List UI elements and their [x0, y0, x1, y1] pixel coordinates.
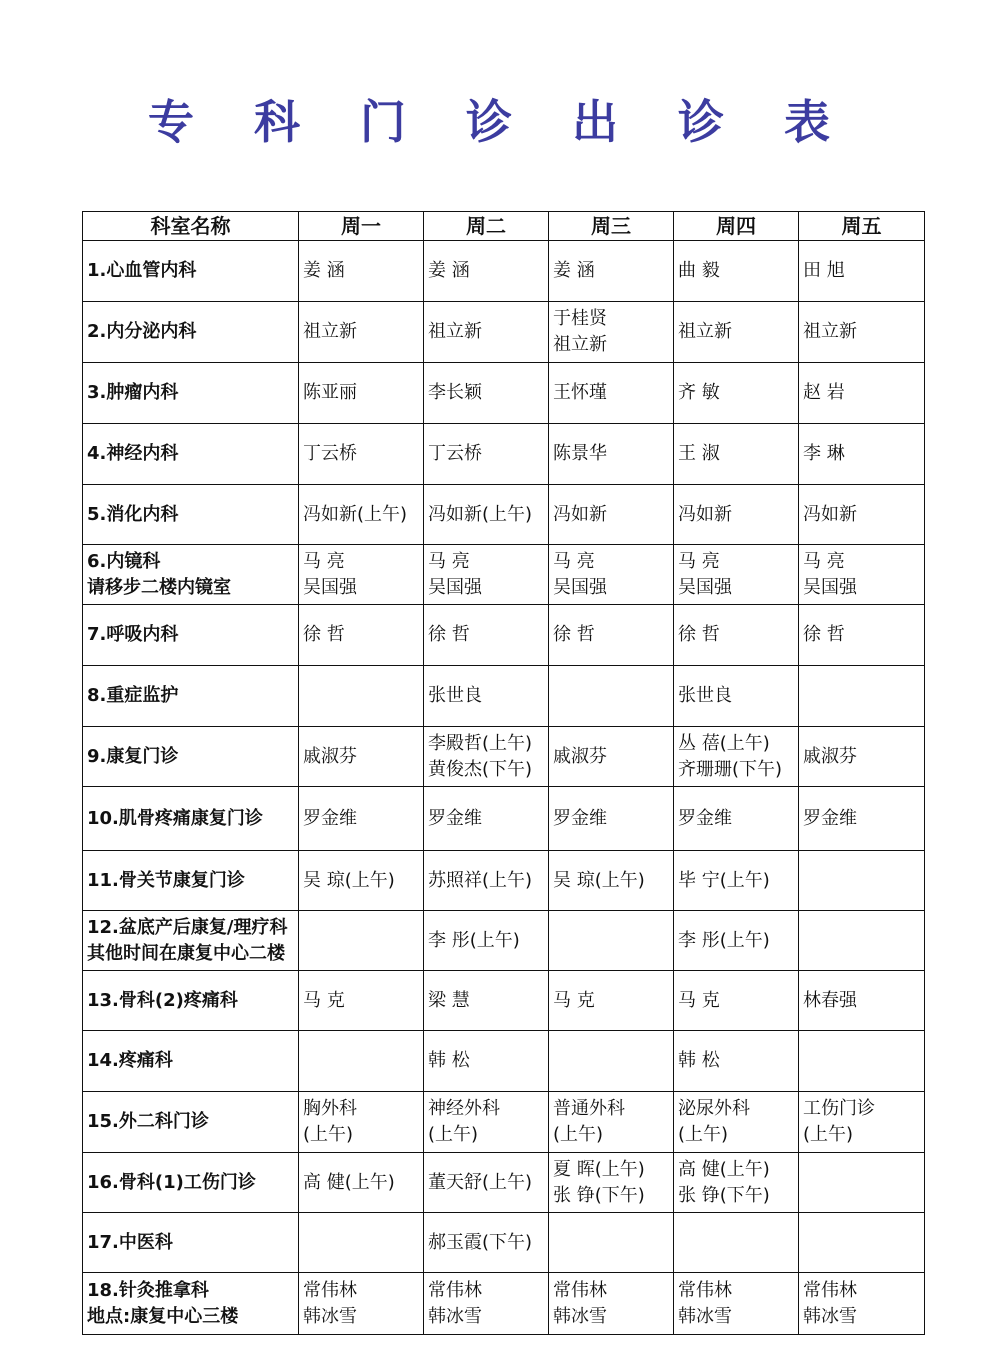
doctor-name: 于桂贤	[553, 308, 607, 329]
doctor-name: 苏照祥(上午)	[428, 869, 533, 891]
dept-cell	[83, 971, 299, 1031]
doctor-cell	[799, 302, 925, 363]
doctor-name: 毕 宁(上午)	[678, 869, 770, 891]
dept-name: 8.重症监护	[87, 685, 179, 706]
doctor-cell	[299, 971, 424, 1031]
doctor-cell	[299, 666, 424, 727]
doctor-name: 韩冰雪	[553, 1305, 607, 1327]
doctor-name: 张 铮(下午)	[678, 1184, 770, 1206]
dept-name: 10.肌骨疼痛康复门诊	[87, 807, 263, 829]
dept-name: 5.消化内科	[87, 503, 179, 525]
doctor-cell	[424, 302, 549, 363]
doctor-name: 韩 松	[428, 1050, 470, 1071]
doctor-name: 高 健(上午)	[303, 1171, 395, 1193]
doctor-name: 丁云桥	[428, 443, 482, 464]
doctor-cell	[799, 545, 925, 605]
doctor-name: 罗金维	[803, 807, 857, 829]
doctor-name: 神经外科	[428, 1098, 500, 1119]
doctor-name: (上午)	[303, 1124, 354, 1145]
dept-name: 17.中医科	[87, 1231, 173, 1253]
dept-name: 15.外二科门诊	[87, 1111, 209, 1132]
doctor-cell	[549, 1031, 674, 1092]
page-title: 专 科 门 诊 出 诊 表	[147, 95, 853, 149]
dept-cell	[83, 302, 299, 363]
doctor-cell	[549, 1153, 674, 1213]
doctor-name: 夏 晖(上午)	[553, 1158, 645, 1180]
doctor-cell	[799, 1153, 925, 1213]
dept-cell	[83, 545, 299, 605]
doctor-cell	[674, 1273, 799, 1335]
doctor-cell	[299, 911, 424, 971]
doctor-cell	[799, 241, 925, 302]
doctor-cell	[549, 485, 674, 545]
doctor-cell	[299, 851, 424, 911]
doctor-cell	[424, 666, 549, 727]
table-row	[83, 302, 925, 363]
header-friday: 周五	[799, 212, 925, 241]
doctor-name: 韩冰雪	[303, 1305, 357, 1327]
doctor-name: 马 克	[303, 989, 345, 1011]
doctor-cell	[299, 1153, 424, 1213]
doctor-name: 普通外科	[553, 1098, 625, 1119]
doctor-cell	[424, 851, 549, 911]
doctor-cell	[674, 1031, 799, 1092]
doctor-name: 祖立新	[303, 321, 357, 342]
doctor-name: 徐 哲	[303, 624, 345, 645]
doctor-cell	[799, 1092, 925, 1153]
doctor-name: 姜 涵	[303, 260, 345, 281]
doctor-cell	[549, 727, 674, 787]
doctor-name: 戚淑芬	[303, 745, 357, 767]
doctor-name: 田 旭	[803, 260, 845, 281]
doctor-cell	[299, 363, 424, 424]
doctor-name: 泌尿外科	[678, 1098, 750, 1119]
doctor-name: 陈亚丽	[303, 382, 357, 403]
doctor-name: 罗金维	[303, 807, 357, 829]
dept-name: 13.骨科(2)疼痛科	[87, 989, 238, 1011]
doctor-cell	[299, 605, 424, 666]
schedule-body	[83, 241, 925, 1335]
table-row	[83, 851, 925, 911]
doctor-name: 胸外科	[303, 1098, 357, 1119]
doctor-name: 吴 琼(上午)	[553, 869, 645, 891]
doctor-name: 吴国强	[303, 576, 357, 598]
header-wednesday: 周三	[549, 212, 674, 241]
doctor-name: 韩 松	[678, 1050, 720, 1071]
doctor-name: 王怀瑾	[553, 382, 607, 403]
doctor-name: 郝玉霞(下午)	[428, 1231, 533, 1253]
header-dept: 科室名称	[83, 212, 299, 241]
doctor-cell	[799, 363, 925, 424]
doctor-cell	[424, 1273, 549, 1335]
doctor-cell	[549, 851, 674, 911]
doctor-name: 马 克	[678, 989, 720, 1011]
dept-name: 3.肿瘤内科	[87, 382, 179, 403]
doctor-name: 罗金维	[553, 807, 607, 829]
dept-name: 16.骨科(1)工伤门诊	[87, 1171, 256, 1193]
doctor-name: 罗金维	[678, 807, 732, 829]
doctor-name: 徐 哲	[678, 624, 720, 645]
doctor-name: 冯如新(上午)	[303, 503, 408, 525]
doctor-name: 张 铮(下午)	[553, 1184, 645, 1206]
doctor-name: 常伟林	[803, 1279, 857, 1301]
dept-cell	[83, 241, 299, 302]
dept-cell	[83, 1273, 299, 1335]
doctor-name: 李 彤(上午)	[428, 929, 520, 951]
dept-name: 18.针灸推拿科	[87, 1279, 209, 1301]
doctor-name: 梁 慧	[428, 989, 470, 1011]
dept-cell	[83, 1153, 299, 1213]
doctor-cell	[674, 1153, 799, 1213]
doctor-cell	[674, 545, 799, 605]
doctor-name: 冯如新	[803, 503, 857, 525]
dept-cell	[83, 727, 299, 787]
table-row	[83, 727, 925, 787]
doctor-name: 徐 哲	[553, 624, 595, 645]
dept-name: 地点:康复中心三楼	[87, 1305, 239, 1327]
doctor-cell	[674, 851, 799, 911]
doctor-cell	[299, 241, 424, 302]
doctor-cell	[424, 1031, 549, 1092]
dept-cell	[83, 851, 299, 911]
table-row	[83, 1092, 925, 1153]
dept-name: 1.心血管内科	[87, 260, 197, 281]
doctor-name: 张世良	[678, 685, 732, 706]
doctor-cell	[299, 302, 424, 363]
doctor-name: 马 亮	[303, 550, 345, 572]
doctor-name: 齐 敏	[678, 382, 720, 403]
dept-name: 12.盆底产后康复/理疗科	[87, 916, 288, 938]
doctor-cell	[549, 241, 674, 302]
dept-cell	[83, 666, 299, 727]
doctor-cell	[674, 666, 799, 727]
doctor-name: 赵 岩	[803, 382, 845, 403]
doctor-name: 工伤门诊	[803, 1098, 875, 1119]
header-tuesday: 周二	[424, 212, 549, 241]
table-row	[83, 241, 925, 302]
doctor-cell	[674, 605, 799, 666]
doctor-name: 陈景华	[553, 443, 607, 464]
doctor-name: (上午)	[428, 1124, 479, 1145]
doctor-cell	[424, 971, 549, 1031]
header-row	[83, 212, 925, 241]
table-row	[83, 971, 925, 1031]
doctor-name: 李 琳	[803, 443, 845, 464]
dept-cell	[83, 363, 299, 424]
doctor-name: 姜 涵	[428, 260, 470, 281]
doctor-cell	[549, 1273, 674, 1335]
doctor-name: 马 亮	[553, 550, 595, 572]
header-thursday: 周四	[674, 212, 799, 241]
dept-name: 其他时间在康复中心二楼	[87, 942, 285, 964]
doctor-name: 马 亮	[678, 550, 720, 572]
doctor-name: 吴 琼(上午)	[303, 869, 395, 891]
doctor-cell	[799, 1273, 925, 1335]
header-monday: 周一	[299, 212, 424, 241]
doctor-cell	[799, 787, 925, 851]
doctor-cell	[549, 666, 674, 727]
table-row	[83, 1273, 925, 1335]
doctor-name: 黄俊杰(下午)	[428, 758, 533, 780]
doctor-name: 董天舒(上午)	[428, 1171, 533, 1193]
doctor-cell	[299, 1031, 424, 1092]
doctor-name: 吴国强	[678, 576, 732, 598]
schedule-table	[82, 211, 925, 1335]
doctor-name: 丁云桥	[303, 443, 357, 464]
table-row	[83, 485, 925, 545]
doctor-name: 张世良	[428, 685, 482, 706]
doctor-name: 李长颖	[428, 382, 482, 403]
doctor-cell	[299, 1092, 424, 1153]
doctor-cell	[799, 971, 925, 1031]
doctor-name: 冯如新(上午)	[428, 503, 533, 525]
doctor-cell	[674, 424, 799, 485]
doctor-cell	[424, 485, 549, 545]
table-row	[83, 787, 925, 851]
doctor-cell	[424, 545, 549, 605]
doctor-cell	[799, 424, 925, 485]
doctor-name: 常伟林	[303, 1279, 357, 1301]
doctor-name: 王 淑	[678, 443, 720, 464]
dept-cell	[83, 911, 299, 971]
doctor-cell	[424, 605, 549, 666]
doctor-name: 高 健(上午)	[678, 1158, 770, 1180]
doctor-cell	[799, 1031, 925, 1092]
doctor-cell	[549, 545, 674, 605]
dept-cell	[83, 1092, 299, 1153]
doctor-name: 常伟林	[678, 1279, 732, 1301]
doctor-cell	[299, 545, 424, 605]
dept-name: 2.内分泌内科	[87, 321, 197, 342]
doctor-cell	[799, 911, 925, 971]
doctor-name: 马 亮	[803, 550, 845, 572]
doctor-name: 祖立新	[553, 334, 607, 355]
doctor-name: 祖立新	[803, 321, 857, 342]
doctor-name: (上午)	[803, 1124, 854, 1145]
doctor-cell	[674, 302, 799, 363]
doctor-cell	[799, 1213, 925, 1273]
doctor-cell	[299, 1273, 424, 1335]
doctor-name: 徐 哲	[803, 624, 845, 645]
doctor-name: 马 亮	[428, 550, 470, 572]
doctor-name: 徐 哲	[428, 624, 470, 645]
doctor-cell	[674, 1092, 799, 1153]
dept-name: 9.康复门诊	[87, 745, 179, 767]
doctor-cell	[549, 1213, 674, 1273]
doctor-name: 林春强	[803, 989, 857, 1011]
doctor-cell	[674, 911, 799, 971]
doctor-cell	[799, 485, 925, 545]
doctor-cell	[424, 241, 549, 302]
doctor-name: 丛 蓓(上午)	[678, 732, 770, 754]
dept-cell	[83, 1031, 299, 1092]
doctor-cell	[674, 727, 799, 787]
doctor-name: 冯如新	[678, 503, 732, 525]
doctor-cell	[424, 1213, 549, 1273]
dept-name: 11.骨关节康复门诊	[87, 869, 245, 891]
doctor-name: 齐珊珊(下午)	[678, 758, 783, 780]
doctor-name: (上午)	[678, 1124, 729, 1145]
doctor-cell	[674, 241, 799, 302]
doctor-cell	[674, 363, 799, 424]
doctor-cell	[799, 727, 925, 787]
doctor-cell	[299, 424, 424, 485]
doctor-cell	[299, 727, 424, 787]
dept-cell	[83, 1213, 299, 1273]
doctor-name: 韩冰雪	[803, 1305, 857, 1327]
doctor-cell	[549, 911, 674, 971]
doctor-cell	[674, 971, 799, 1031]
doctor-name: 祖立新	[428, 321, 482, 342]
doctor-cell	[674, 787, 799, 851]
doctor-name: 吴国强	[428, 576, 482, 598]
doctor-cell	[674, 1213, 799, 1273]
doctor-cell	[424, 424, 549, 485]
table-row	[83, 1213, 925, 1273]
dept-cell	[83, 485, 299, 545]
doctor-name: 韩冰雪	[428, 1305, 482, 1327]
doctor-cell	[424, 1153, 549, 1213]
doctor-name: 戚淑芬	[803, 745, 857, 767]
doctor-cell	[424, 363, 549, 424]
table-row	[83, 911, 925, 971]
doctor-name: 常伟林	[428, 1279, 482, 1301]
doctor-cell	[674, 485, 799, 545]
table-row	[83, 1153, 925, 1213]
table-row	[83, 363, 925, 424]
doctor-name: (上午)	[553, 1124, 604, 1145]
doctor-name: 韩冰雪	[678, 1305, 732, 1327]
doctor-cell	[799, 666, 925, 727]
dept-name: 14.疼痛科	[87, 1050, 173, 1071]
dept-name: 7.呼吸内科	[87, 624, 179, 645]
table-row	[83, 666, 925, 727]
doctor-name: 吴国强	[553, 576, 607, 598]
doctor-cell	[424, 911, 549, 971]
doctor-cell	[299, 485, 424, 545]
doctor-name: 吴国强	[803, 576, 857, 598]
doctor-name: 罗金维	[428, 807, 482, 829]
doctor-name: 冯如新	[553, 503, 607, 525]
doctor-cell	[549, 605, 674, 666]
dept-cell	[83, 424, 299, 485]
dept-cell	[83, 605, 299, 666]
doctor-name: 常伟林	[553, 1279, 607, 1301]
doctor-cell	[299, 787, 424, 851]
doctor-name: 戚淑芬	[553, 745, 607, 767]
table-row	[83, 605, 925, 666]
table-row	[83, 424, 925, 485]
doctor-cell	[549, 424, 674, 485]
doctor-cell	[424, 727, 549, 787]
doctor-cell	[549, 363, 674, 424]
doctor-name: 曲 毅	[678, 260, 720, 281]
doctor-name: 李殿哲(上午)	[428, 732, 533, 754]
doctor-cell	[549, 787, 674, 851]
doctor-name: 李 彤(上午)	[678, 929, 770, 951]
doctor-cell	[799, 605, 925, 666]
dept-name: 6.内镜科	[87, 550, 161, 572]
doctor-cell	[424, 1092, 549, 1153]
doctor-name: 祖立新	[678, 321, 732, 342]
table-row	[83, 545, 925, 605]
doctor-name: 马 克	[553, 989, 595, 1011]
dept-name: 4.神经内科	[87, 443, 179, 464]
doctor-cell	[549, 971, 674, 1031]
doctor-cell	[299, 1213, 424, 1273]
doctor-cell	[424, 787, 549, 851]
dept-cell	[83, 787, 299, 851]
dept-name: 请移步二楼内镜室	[87, 576, 231, 598]
table-row	[83, 1031, 925, 1092]
doctor-cell	[549, 302, 674, 363]
doctor-cell	[549, 1092, 674, 1153]
doctor-name: 姜 涵	[553, 260, 595, 281]
doctor-cell	[799, 851, 925, 911]
